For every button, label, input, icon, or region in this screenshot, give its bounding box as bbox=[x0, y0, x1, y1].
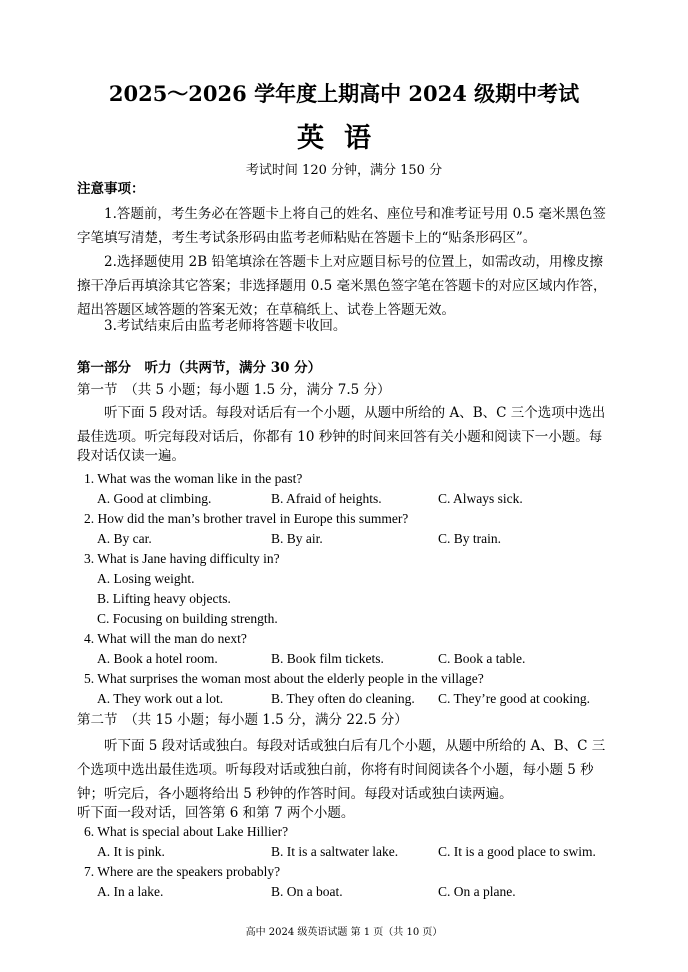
notice-item-2-line-1: 2.选择题使用 2B 铅笔填涂在答题卡上对应题目标号的位置上，如需改动，用橡皮擦 bbox=[104, 254, 603, 270]
question-2-option-a: A. By car. bbox=[97, 531, 152, 546]
question-5-option-c: C. They’re good at cooking. bbox=[438, 691, 590, 706]
exam-meta: 考试时间 120 分钟，满分 150 分 bbox=[245, 163, 443, 178]
question-5-option-b: B. They often do cleaning. bbox=[271, 691, 415, 706]
question-4-stem: 4. What will the man do next? bbox=[84, 631, 247, 646]
section1-heading: 第一节 （共 5 小题；每小题 1.5 分，满分 7.5 分） bbox=[77, 382, 391, 398]
notice-item-1-line-2: 字笔填写清楚，考生考试条形码由监考老师粘贴在答题卡上的“贴条形码区”。 bbox=[77, 230, 537, 246]
question-4-option-a: A. Book a hotel room. bbox=[97, 651, 218, 666]
question-6-option-c: C. It is a good place to swim. bbox=[438, 844, 596, 859]
subject-title: 英语 bbox=[297, 123, 391, 154]
question-1-option-b: B. Afraid of heights. bbox=[271, 491, 382, 506]
question-6-option-a: A. It is pink. bbox=[97, 844, 165, 859]
question-6-stem: 6. What is special about Lake Hillier? bbox=[84, 824, 289, 839]
section2-instruction-line-2: 个选项中选出最佳选项。听每段对话或独白前，你将有时间阅读各个小题，每小题 5 秒 bbox=[77, 762, 594, 778]
section2-instruction-line-1: 听下面 5 段对话或独白。每段对话或独白后有几个小题，从题中所给的 A、B、C 三 bbox=[104, 738, 606, 754]
question-6-option-b: B. It is a saltwater lake. bbox=[271, 844, 399, 859]
question-2-option-c: C. By train. bbox=[438, 531, 501, 546]
question-5-option-a: A. They work out a lot. bbox=[97, 691, 224, 706]
notice-item-2-line-3: 超出答题区域答题的答案无效；在草稿纸上、试卷上答题无效。 bbox=[77, 302, 455, 318]
question-3-stem: 3. What is Jane having difficulty in? bbox=[84, 551, 280, 566]
section1-instruction-line-2: 最佳选项。听完每段对话后，你都有 10 秒钟的时间来回答有关小题和阅读下一小题。每 bbox=[77, 429, 603, 445]
question-3-option-a: A. Losing weight. bbox=[97, 571, 195, 586]
part1-heading: 第一部分 听力（共两节，满分 30 分） bbox=[77, 360, 322, 376]
notice-item-1-line-1: 1.答题前，考生务必在答题卡上将自己的姓名、座位号和准考证号用 0.5 毫米黑色签 bbox=[104, 206, 606, 222]
section2-instruction-line-3: 钟；听完后，各小题将给出 5 秒钟的作答时间。每段对话或独白读两遍。 bbox=[77, 786, 513, 802]
question-2-option-b: B. By air. bbox=[271, 531, 323, 546]
question-4-option-c: C. Book a table. bbox=[438, 651, 526, 666]
question-3-option-b: B. Lifting heavy objects. bbox=[97, 591, 231, 606]
question-7-option-b: B. On a boat. bbox=[271, 884, 343, 899]
section1-instruction-line-3: 段对话仅读一遍。 bbox=[77, 448, 185, 464]
question-2-stem: 2. How did the man’s brother travel in Europe this summer? bbox=[84, 511, 409, 526]
section2-heading: 第二节 （共 15 小题；每小题 1.5 分，满分 22.5 分） bbox=[77, 712, 408, 728]
page-footer: 高中 2024 级英语试题 第 1 页（共 10 页） bbox=[245, 927, 443, 938]
notice-item-2-line-2: 擦干净后再填涂其它答案；非选择题用 0.5 毫米黑色签字笔在答题卡的对应区域内作答， bbox=[77, 278, 607, 294]
section1-instruction-line-1: 听下面 5 段对话。每段对话后有一个小题，从题中所给的 A、B、C 三个选项中选出 bbox=[104, 405, 606, 421]
question-1-option-c: C. Always sick. bbox=[438, 491, 523, 506]
question-7-option-a: A. In a lake. bbox=[97, 884, 164, 899]
question-1-option-a: A. Good at climbing. bbox=[97, 491, 212, 506]
question-4-option-b: B. Book film tickets. bbox=[271, 651, 384, 666]
notice-heading: 注意事项： bbox=[77, 181, 145, 197]
question-5-stem: 5. What surprises the woman most about the elderly people in the village? bbox=[84, 671, 484, 686]
question-7-option-c: C. On a plane. bbox=[438, 884, 516, 899]
question-1-stem: 1. What was the woman like in the past? bbox=[84, 471, 303, 486]
question-7-stem: 7. Where are the speakers probably? bbox=[84, 864, 281, 879]
question-3-option-c: C. Focusing on building strength. bbox=[97, 611, 278, 626]
section2-sub-instruction: 听下面一段对话，回答第 6 和第 7 两个小题。 bbox=[77, 805, 355, 821]
notice-item-3: 3.考试结束后由监考老师将答题卡收回。 bbox=[104, 318, 347, 334]
exam-title: 2025～2026 学年度上期高中 2024 级期中考试 bbox=[108, 81, 580, 106]
